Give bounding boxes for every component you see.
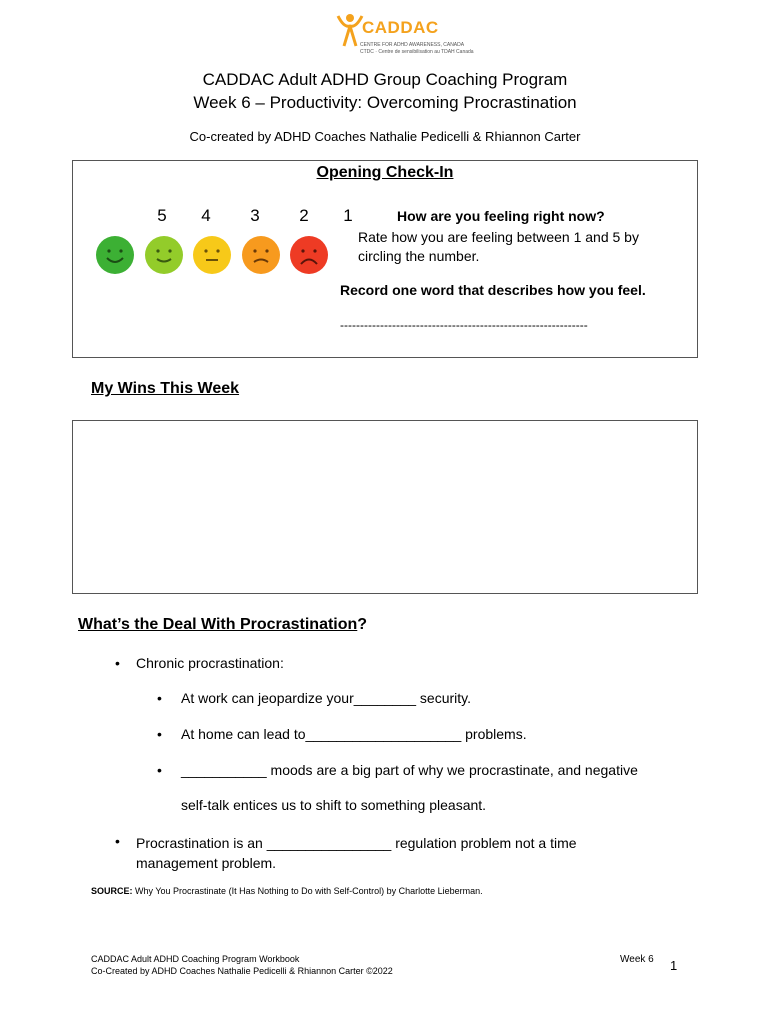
bullet-regulation: Procrastination is an ________________ regulation problem not a time management problem. [136,835,577,871]
answer-line[interactable]: -------------------------------------------------------------- [340,318,588,332]
sad-face-icon [242,236,280,274]
scale-number-4[interactable]: 4 [201,206,211,225]
bullet-chronic: Chronic procrastination: [136,655,284,671]
checkin-instruction: Rate how you are feeling between 1 and 5 by circling the number. [358,229,639,264]
sub-bullet-icon: • [157,690,162,706]
source-citation [91,886,483,896]
happy-face-icon [145,236,183,274]
very-happy-face-icon [96,236,134,274]
source-text: Why You Procrastinate (It Has Nothing to Do with Self-Control) by Charlotte Lieberman. [132,886,483,896]
procrastination-section-title [78,616,367,634]
scale-number-3[interactable]: 3 [250,206,260,225]
footer-copyright: Co-Created by ADHD Coaches Nathalie Pedicelli & Rhiannon Carter ©2022 [91,966,393,976]
sub-bullet-work: At work can jeopardize your________ security. [181,690,472,706]
page-number: 1 [670,958,678,973]
source-label: SOURCE: [91,886,133,896]
scale-number-1[interactable]: 1 [343,206,353,225]
footer-workbook: CADDAC Adult ADHD Coaching Program Workbook [91,954,300,964]
record-word-prompt: Record one word that describes how you feel. [340,282,646,298]
sub-bullet-moods: ___________ moods are a big part of why we procrastinate, and negative [181,762,638,778]
logo-text: CADDAC [362,18,439,37]
checkin-title: Opening Check-In [316,164,454,181]
wins-section-title: My Wins This Week [91,380,240,397]
scale-number-5[interactable]: 5 [157,206,167,225]
very-sad-face-icon [290,236,328,274]
procrastination-title-text: What’s the Deal With Procrastination [78,616,358,633]
procrastination-title-suffix: ? [357,616,368,633]
checkin-question: How are you feeling right now? [397,208,605,224]
sub-bullet-icon: • [157,726,162,742]
scale-number-2[interactable]: 2 [299,206,309,225]
document-title: CADDAC Adult ADHD Group Coaching Program [202,70,568,89]
logo-tagline: CENTRE FOR ADHD AWARENESS, CANADA [360,42,465,48]
cocreated-line: Co-created by ADHD Coaches Nathalie Pedicelli & Rhiannon Carter [189,129,581,144]
document-subtitle: Week 6 – Productivity: Overcoming Procrastination [193,93,577,112]
bullet-icon: • [115,833,120,849]
bullet-icon: • [115,655,120,671]
neutral-face-icon [193,236,231,274]
footer-week: Week 6 [620,954,654,965]
sub-bullet-moods-cont: self-talk entices us to shift to something pleasant. [181,797,487,813]
sub-bullet-home: At home can lead to____________________ problems. [181,726,527,742]
logo-tagline-fr: CTDC · Centre de sensibilisation au TDAH Canada [360,49,474,55]
sub-bullet-icon: • [157,762,162,778]
wins-input-box[interactable] [72,420,698,594]
